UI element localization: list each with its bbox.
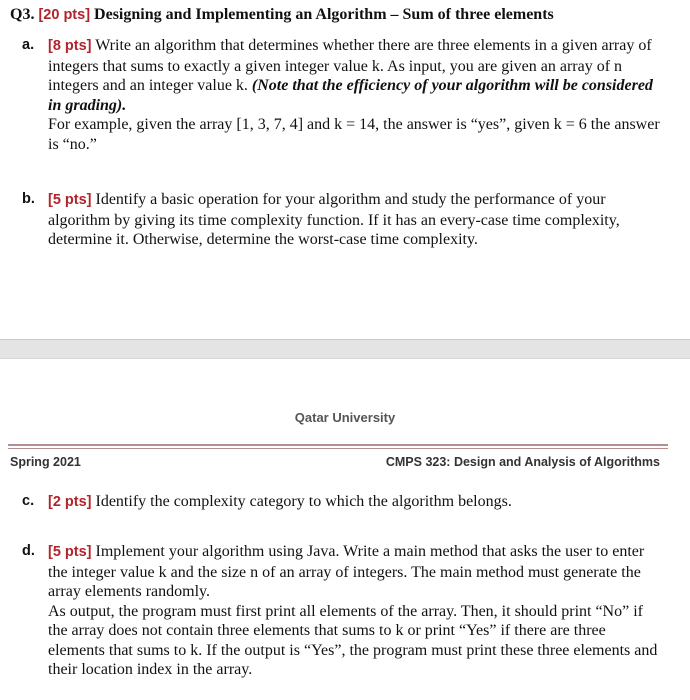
footer-rule-thin [8, 448, 668, 449]
question-title-text: Designing and Implementing an Algorithm – Sum of three elements [94, 6, 554, 23]
part-a-text: Write an algorithm that determines whether there are three elements in a given array of integers that sums to exactly a given integer value k. As input, you are given an array of n integers and an integer value k. [48, 37, 652, 94]
part-d-output: As output, the program must first print all elements of the array. Then, it should print “No” if the array does not contain three elements that sums to k or print “Yes” if there are three elements that sums to k. If the output is “Yes”, the program must print these three elements and their location index in the array. [48, 602, 658, 678]
part-a [22, 36, 662, 154]
part-a-note: (Note that the efficiency of your algorithm will be considered in grading). [48, 77, 653, 114]
part-b-text-block [48, 190, 662, 250]
part-b [22, 190, 662, 250]
part-a-points: [8 pts] [48, 38, 92, 54]
page-break-band [0, 339, 690, 359]
part-b-points: [5 pts] [48, 192, 92, 208]
part-d-text-block [48, 542, 662, 602]
part-b-letter: b. [22, 191, 35, 207]
question-number: Q3. [10, 6, 35, 23]
footer-semester: Spring 2021 [10, 455, 81, 469]
part-b-text: Identify a basic operation for your algorithm and study the performance of your algorithm by giving its time complexity function. If it has an every-case time complexity, determine it. Otherwise, determine the worst-case time complexity. [48, 191, 620, 248]
question-title [10, 6, 554, 24]
part-c-letter: c. [22, 493, 35, 509]
part-c-text-block [48, 492, 662, 513]
part-a-example: For example, given the array [1, 3, 7, 4] and k = 14, the answer is “yes”, given k = 6 the answer is “no.” [48, 116, 660, 153]
part-d-points: [5 pts] [48, 544, 92, 560]
footer-course: CMPS 323: Design and Analysis of Algorithms [385, 455, 660, 469]
part-c-points: [2 pts] [48, 494, 92, 510]
part-d-text: Implement your algorithm using Java. Write a main method that asks the user to enter the integer value k and the size n of an array of integers. The main method must generate the array elements randomly. [48, 543, 645, 600]
part-c-text: Identify the complexity category to which the algorithm belongs. [95, 493, 512, 510]
question-points: [20 pts] [38, 7, 91, 23]
part-d [22, 542, 662, 680]
part-d-letter: d. [22, 543, 35, 559]
footer-university: Qatar University [294, 410, 396, 425]
part-c [22, 492, 662, 513]
footer-rule-thick [8, 444, 668, 446]
part-a-letter: a. [22, 37, 35, 53]
part-a-text-block [48, 36, 662, 115]
